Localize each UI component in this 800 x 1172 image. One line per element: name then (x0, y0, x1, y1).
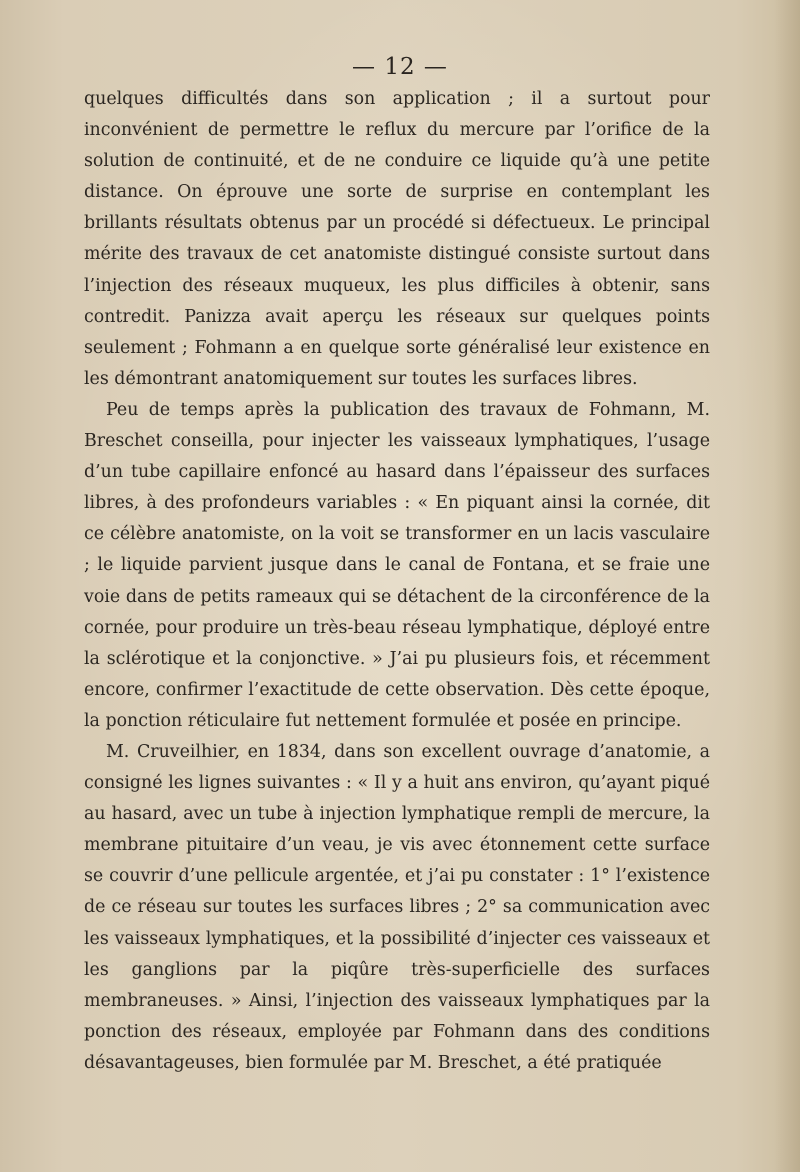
page-number: — 12 — (352, 54, 448, 80)
body-text (84, 84, 710, 1079)
paragraph-cruveilhier: M. Cruveilhier, en 1834, dans son excellent ouvrage d’anatomie, a consigné les lignes suivantes : « Il y a huit ans environ, qu’ayant piqué au hasard, avec un tube à injection lymphatique rempli de mercure, la membrane pituitaire d’un veau, je vis avec étonnement cette surface se couvrir d’une pellicule argentée, et j’ai pu constater : 1° l’existence de ce réseau sur toutes les surfaces libres ; 2° sa communication avec les vaisseaux lymphatiques, et la possibilité d’injecter ces vaisseaux et les ganglions par la piqûre très-superficielle des surfaces membraneuses. » Ainsi, l’injection des vaisseaux lymphatiques par la ponction des réseaux, employée par Fohmann dans des conditions désavantageuses, bien formulée par M. Breschet, a été pratiquée (84, 741, 710, 1073)
paragraph-continuation: quelques difficultés dans son application ; il a surtout pour inconvénient de permettre le reflux du mercure par l’orifice de la solution de continuité, et de ne conduire ce liquide qu’à une petite distance. On éprouve une sorte de surprise en contemplant les brillants résultats obtenus par un procédé si défectueux. Le principal mérite des travaux de cet anatomiste distingué consiste surtout dans l’injection des réseaux muqueux, les plus difficiles à obtenir, sans contredit. Panizza avait aperçu les réseaux sur quelques points seulement ; Fohmann a en quelque sorte généralisé leur existence en les démontrant anatomiquement sur toutes les surfaces libres. (84, 89, 710, 389)
paragraph-breschet: Peu de temps après la publication des travaux de Fohmann, M. Breschet conseilla, pour injecter les vaisseaux lymphatiques, l’usage d’un tube capillaire enfoncé au hasard dans l’épaisseur des surfaces libres, à des profondeurs variables : « En piquant ainsi la cornée, dit ce célèbre anatomiste, on la voit se transformer en un lacis vasculaire ; le liquide parvient jusque dans le canal de Fontana, et se fraie une voie dans de petits rameaux qui se détachent de la circonférence de la cornée, pour produire un très-beau réseau lymphatique, déployé entre la sclérotique et la conjonctive. » J’ai pu plusieurs fois, et récemment encore, confirmer l’exactitude de cette observation. Dès cette époque, la ponction réticulaire fut nettement formulée et posée en principe. (84, 399, 710, 731)
